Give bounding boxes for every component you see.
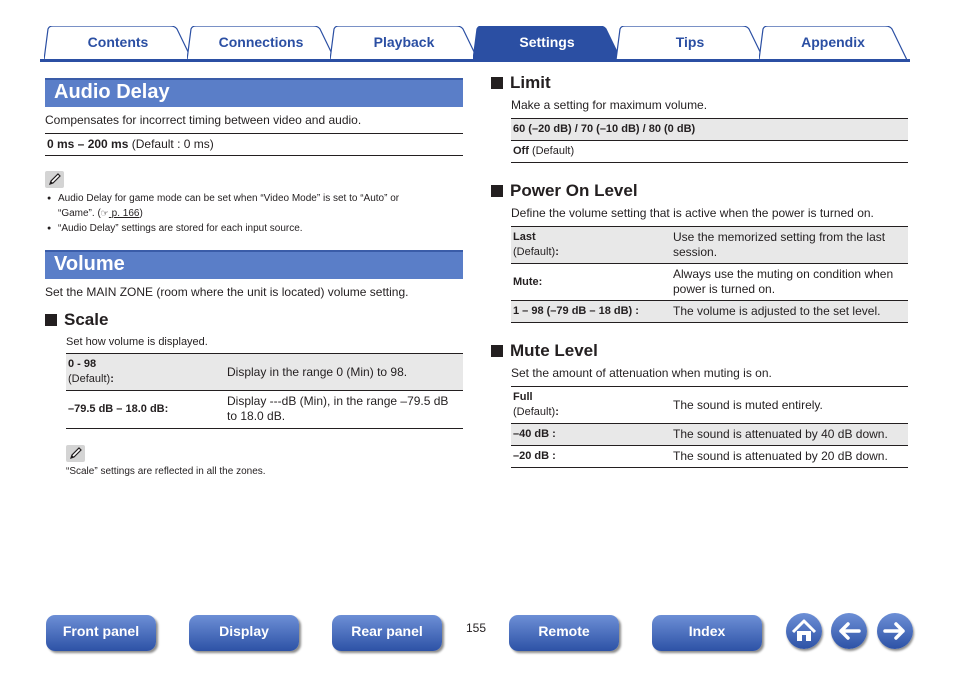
option-cell — [511, 141, 908, 163]
scale-note: “Scale” settings are reflected in all the zones. — [66, 466, 266, 477]
tab-tips[interactable] — [616, 26, 764, 60]
tab-label: Appendix — [801, 34, 865, 50]
description-line: Use the memorized setting from the last — [673, 230, 886, 244]
option-cell — [511, 264, 671, 301]
page-number: 155 — [465, 621, 487, 635]
note-text: “Game”. ( — [58, 208, 101, 219]
arrow-left-icon — [831, 613, 867, 649]
scale-options-table — [66, 353, 463, 429]
option-description — [225, 354, 463, 391]
square-bullet-icon — [491, 185, 503, 197]
mute-level-heading — [491, 341, 908, 361]
home-button[interactable] — [786, 613, 822, 649]
tab-settings[interactable] — [473, 26, 621, 60]
audio-delay-description: Compensates for incorrect timing between video and audio. — [45, 113, 362, 127]
tab-connections[interactable] — [187, 26, 335, 60]
option-cell — [511, 387, 671, 424]
remote-button[interactable]: Remote — [509, 615, 619, 651]
note-item: ● “Audio Delay” settings are stored for each input source. — [45, 222, 463, 236]
option-cell — [511, 301, 671, 323]
option-value: –20 dB : — [513, 450, 556, 462]
description-line: to 18.0 dB. — [227, 409, 286, 423]
power-on-level-description: Define the volume setting that is active when the power is turned on. — [511, 206, 874, 220]
tab-label: Settings — [519, 34, 575, 50]
option-description — [225, 391, 463, 429]
option-description — [671, 301, 908, 323]
audio-delay-range-box — [45, 133, 463, 156]
note-pencil-icon — [45, 171, 64, 188]
mute-level-table — [511, 386, 908, 468]
option-value: 1 – 98 (–79 dB – 18 dB) : — [513, 305, 639, 317]
option-description: The sound is attenuated by 40 dB down. — [671, 424, 908, 446]
description-line: The volume is adjusted to the set level. — [673, 304, 881, 318]
option-cell — [511, 446, 671, 468]
option-default: (Default) — [528, 145, 575, 157]
tab-playback[interactable] — [330, 26, 478, 60]
limit-heading — [491, 73, 908, 93]
forward-button[interactable] — [877, 613, 913, 649]
option-cell — [66, 391, 225, 429]
option-value: 0 - 98 — [68, 358, 97, 370]
table-row — [66, 391, 463, 429]
mute-level-description: Set the amount of attenuation when muting is on. — [511, 366, 772, 380]
tab-appendix[interactable] — [759, 26, 907, 60]
limit-description: Make a setting for maximum volume. — [511, 98, 708, 112]
table-row — [511, 387, 908, 424]
front-panel-button[interactable]: Front panel — [46, 615, 156, 651]
option-cell — [66, 354, 225, 391]
note-text: Audio Delay for game mode can be set when “Video Mode” is set to “Auto” or — [58, 193, 400, 204]
audio-delay-range: 0 ms – 200 ms — [47, 137, 129, 151]
option-description — [671, 264, 908, 301]
page-ref-icon: ☞ — [100, 208, 109, 218]
limit-title: Limit — [510, 73, 551, 92]
power-on-level-heading — [491, 181, 908, 201]
power-on-level-title: Power On Level — [510, 181, 638, 200]
description-line: Display in the range 0 (Min) to 98. — [227, 364, 408, 379]
tab-label: Connections — [218, 34, 304, 50]
right-column — [491, 73, 908, 468]
option-cell — [511, 119, 908, 141]
home-icon — [786, 613, 822, 649]
note-pencil-icon — [66, 445, 85, 462]
rear-panel-button[interactable]: Rear panel — [332, 615, 442, 651]
arrow-right-icon — [877, 613, 913, 649]
option-default: (Default) — [513, 406, 556, 418]
option-colon: : — [110, 373, 114, 385]
option-value: Last — [513, 231, 536, 243]
scale-heading — [45, 310, 463, 330]
index-button[interactable]: Index — [652, 615, 762, 651]
back-button[interactable] — [831, 613, 867, 649]
description-line: power is turned on. — [673, 282, 776, 296]
description-line: Always use the muting on condition when — [673, 267, 894, 281]
description-line: session. — [673, 245, 718, 259]
option-default: (Default) — [68, 373, 111, 385]
option-colon: : — [555, 406, 559, 418]
top-tab-bar — [40, 26, 910, 62]
option-value: 60 (–20 dB) / 70 (–10 dB) / 80 (0 dB) — [513, 123, 696, 135]
tab-label: Playback — [373, 34, 435, 50]
page-reference-link[interactable]: p. 166 — [108, 208, 140, 219]
option-cell — [511, 424, 671, 446]
power-on-level-table — [511, 226, 908, 323]
option-value: Full — [513, 391, 533, 403]
audio-delay-heading: Audio Delay — [45, 78, 463, 107]
square-bullet-icon — [491, 345, 503, 357]
option-value: Mute: — [513, 275, 543, 288]
table-row — [511, 264, 908, 301]
note-text: ) — [139, 208, 143, 219]
volume-heading: Volume — [45, 250, 463, 279]
option-description: The sound is muted entirely. — [671, 387, 908, 424]
left-column — [45, 78, 463, 479]
mute-level-title: Mute Level — [510, 341, 598, 360]
option-default: (Default) — [513, 246, 556, 258]
tab-contents[interactable] — [44, 26, 192, 60]
scale-title: Scale — [64, 310, 109, 329]
square-bullet-icon — [45, 314, 57, 326]
table-row — [511, 424, 908, 446]
option-value: –40 dB : — [513, 428, 556, 440]
square-bullet-icon — [491, 77, 503, 89]
display-button[interactable]: Display — [189, 615, 299, 651]
option-cell — [511, 227, 671, 264]
option-value: Off — [513, 145, 529, 157]
scale-description: Set how volume is displayed. — [66, 336, 208, 348]
note-item — [45, 192, 463, 221]
audio-delay-default: (Default : 0 ms) — [131, 137, 214, 151]
description-line: Display ---dB (Min), in the range –79.5 dB — [227, 394, 449, 408]
volume-description: Set the MAIN ZONE (room where the unit is located) volume setting. — [45, 285, 409, 299]
table-row — [511, 141, 908, 163]
option-description — [671, 227, 908, 264]
audio-delay-notes — [45, 192, 463, 236]
option-value: –79.5 dB – 18.0 dB: — [68, 403, 169, 415]
option-description: The sound is attenuated by 20 dB down. — [671, 446, 908, 468]
table-row — [511, 119, 908, 141]
table-row — [511, 446, 908, 468]
tab-label: Tips — [675, 34, 705, 50]
table-row — [511, 227, 908, 264]
limit-options-table — [511, 118, 908, 163]
table-row — [66, 354, 463, 391]
option-colon: : — [555, 246, 559, 258]
tab-label: Contents — [87, 34, 149, 50]
table-row — [511, 301, 908, 323]
